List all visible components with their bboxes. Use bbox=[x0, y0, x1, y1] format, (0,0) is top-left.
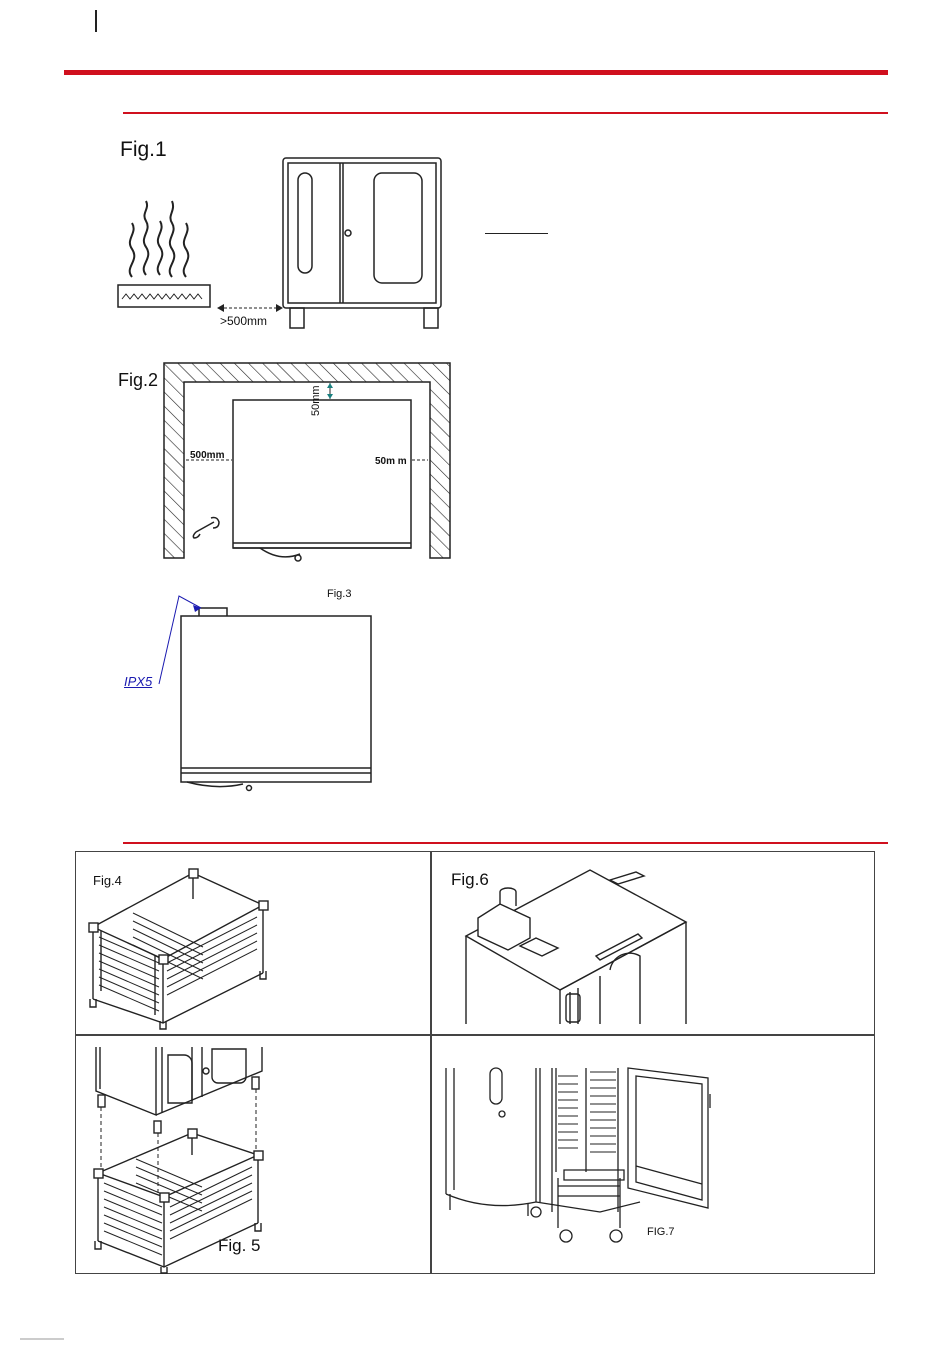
section-rule-1 bbox=[123, 112, 888, 114]
fig2-clearance-diagram bbox=[160, 360, 455, 565]
fig1-oven-front-illustration bbox=[280, 155, 445, 335]
margin-mark bbox=[95, 10, 97, 32]
fig4-stand-illustration bbox=[85, 865, 275, 1030]
fig7-trolley-loading-illustration bbox=[440, 1062, 720, 1247]
fig6-label: Fig.6 bbox=[451, 870, 489, 889]
fig2-left-gap-label: 500mm bbox=[190, 450, 225, 461]
underline-mark bbox=[485, 233, 548, 234]
fig2-label: Fig.2 bbox=[118, 370, 159, 390]
fig5-oven-on-stand-illustration bbox=[92, 1045, 272, 1275]
fig1-label: Fig.1 bbox=[120, 138, 167, 161]
fig5-label: Fig. 5 bbox=[218, 1236, 261, 1255]
section-rule-2 bbox=[123, 842, 888, 844]
fig1-distance-label: >500mm bbox=[220, 314, 268, 328]
grid-horizontal-divider bbox=[76, 1034, 874, 1036]
grid-vertical-divider bbox=[430, 852, 432, 1273]
fig4-label: Fig.4 bbox=[93, 873, 122, 888]
fig2-right-gap-label: 50m m bbox=[375, 456, 407, 467]
fig2-top-gap-label: 50mm bbox=[310, 385, 322, 416]
fig3-oven-side-illustration bbox=[115, 588, 380, 793]
fig7-label: FIG.7 bbox=[647, 1226, 675, 1238]
header-red-rule bbox=[64, 70, 888, 75]
fig6-oven-top-illustration bbox=[460, 866, 690, 1026]
fig1-heat-source-illustration bbox=[110, 195, 220, 310]
fig3-label: Fig.3 bbox=[327, 588, 352, 600]
footer-mark bbox=[20, 1338, 64, 1340]
fig3-ipx5-rating: IPX5 bbox=[124, 674, 153, 689]
